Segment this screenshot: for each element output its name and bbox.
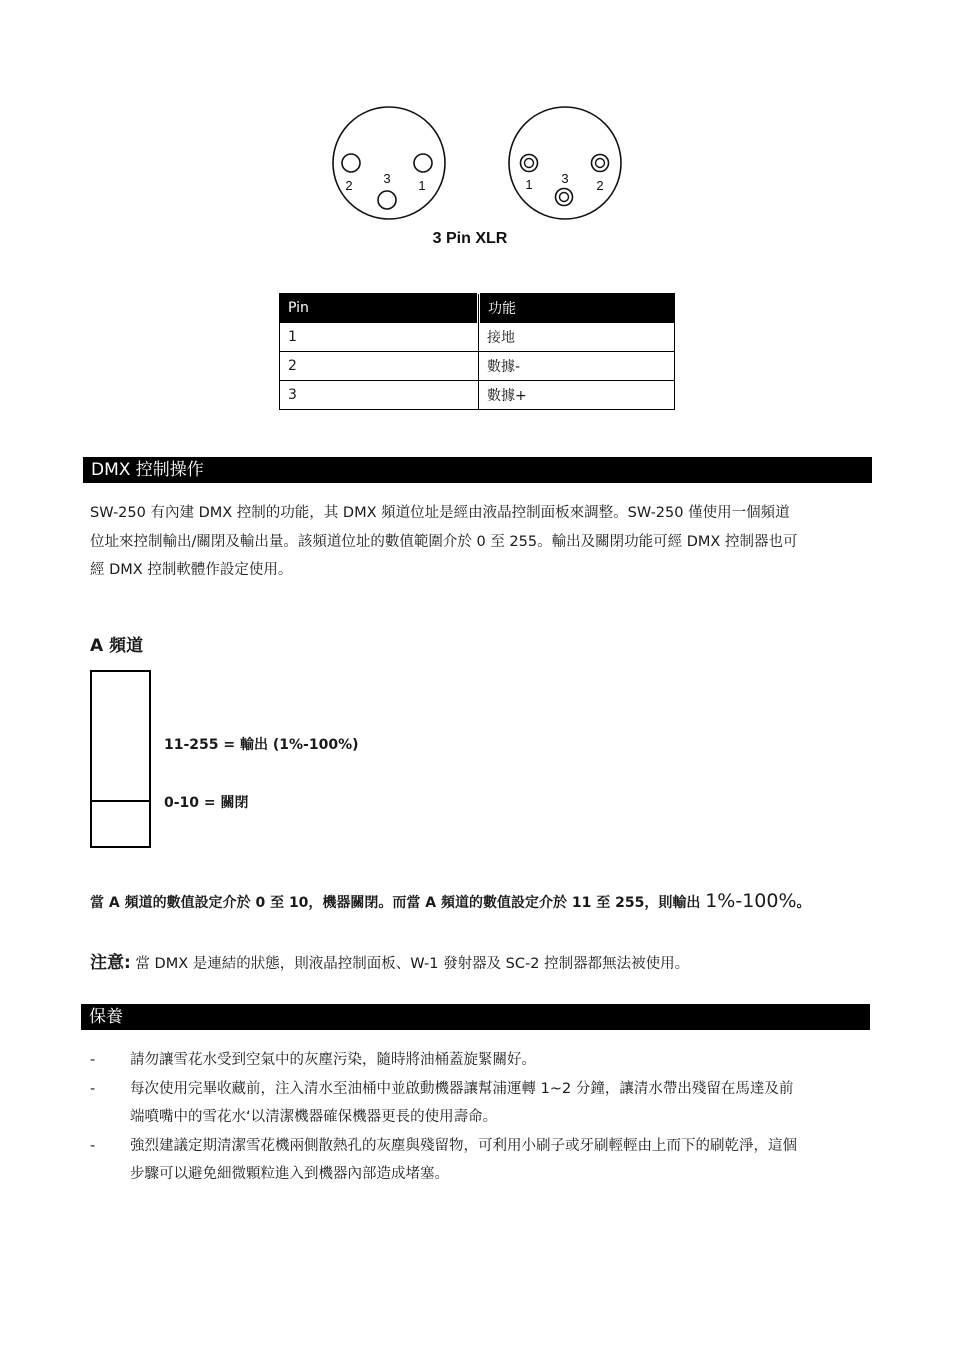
table-cell-function: 接地 — [479, 323, 675, 352]
xlr-male-pin-1-outer — [521, 155, 538, 172]
xlr-female-label-2: 2 — [345, 178, 353, 193]
table-cell-pin: 2 — [280, 352, 479, 381]
channel-range-bar — [90, 670, 151, 848]
xlr-female-pin-2 — [342, 154, 360, 172]
dmx-description-line: 經 DMX 控制軟體作設定使用。 — [90, 562, 293, 578]
list-item-line: 步驟可以避免細微顆粒進入到機器內部造成堵塞。 — [130, 1166, 449, 1182]
list-item — [90, 1046, 870, 1075]
list-item-line: 強烈建議定期清潔雪花機兩側散熱孔的灰塵與殘留物，可利用小刷子或牙刷輕輕由上而下的刷乾淨，這個 — [130, 1137, 797, 1154]
dmx-description — [90, 499, 880, 585]
dmx-description-line: SW-250 有內建 DMX 控制的功能，其 DMX 頻道位址是經由液晶控制面板來調整。SW-250 僅使用一個頻道 — [90, 505, 790, 521]
xlr-female-label-3: 3 — [383, 171, 391, 186]
bullet-dash: - — [90, 1052, 96, 1068]
table-cell-pin: 3 — [280, 381, 479, 410]
xlr-male-pin-3-outer — [556, 189, 573, 206]
bullet-dash: - — [90, 1137, 96, 1154]
xlr-male-pin-3-inner — [560, 193, 569, 202]
xlr-male-pin-2-outer — [592, 155, 609, 172]
table-row — [280, 323, 675, 352]
xlr-female-pin-3 — [378, 191, 396, 209]
xlr-male-label-2: 2 — [596, 178, 604, 193]
table-header-row — [280, 294, 675, 323]
xlr-male-label-3: 3 — [561, 171, 569, 186]
channel-range-high-label: 11-255 = 輸出 (1%-100%) — [164, 737, 359, 753]
list-item-line: 請勿讓雪花水受到空氣中的灰塵污染，隨時將油桶蓋旋緊關好。 — [130, 1052, 536, 1068]
table-row — [280, 381, 675, 410]
table-cell-pin: 1 — [280, 323, 479, 352]
xlr-connector-diagram — [330, 104, 630, 222]
list-item — [90, 1132, 870, 1189]
table-header-function: 功能 — [479, 294, 675, 323]
channel-a-heading: A 頻道 — [90, 636, 144, 656]
xlr-female-pin-1 — [414, 154, 432, 172]
xlr-male-label-1: 1 — [525, 177, 533, 192]
list-item-line: 每次使用完畢收藏前，注入清水至油桶中並啟動機器讓幫浦運轉 1~2 分鐘，讓清水帶出殘留在馬達及前 — [130, 1080, 794, 1097]
xlr-caption: 3 Pin XLR — [432, 230, 508, 247]
xlr-female-outline — [333, 107, 445, 219]
note — [90, 948, 689, 973]
table-cell-function: 數據- — [479, 352, 675, 381]
channel-summary-range: 1%-100% — [705, 890, 797, 912]
note-label: 注意: — [90, 953, 131, 973]
xlr-male-pin-2-inner — [596, 159, 605, 168]
maintenance-list — [90, 1046, 870, 1189]
table-header-pin: Pin — [280, 294, 479, 323]
channel-summary-text: 當 A 頻道的數值設定介於 0 至 10，機器關閉。而當 A 頻道的數值設定介於 11 至 255，則輸出 — [90, 895, 706, 911]
channel-range-low-label: 0-10 = 關閉 — [164, 795, 249, 811]
bullet-dash: - — [90, 1080, 96, 1097]
section-heading-dmx: DMX 控制操作 — [83, 457, 872, 483]
table-cell-function: 數據+ — [479, 381, 675, 410]
note-text: 當 DMX 是連結的狀態，則液晶控制面板、W-1 發射器及 SC-2 控制器都無法被使用。 — [130, 956, 690, 972]
pin-function-table — [279, 293, 675, 410]
xlr-male-pin-1-inner — [525, 159, 534, 168]
channel-range-divider — [92, 800, 149, 802]
table-row — [280, 352, 675, 381]
xlr-female-label-1: 1 — [418, 178, 426, 193]
channel-summary — [90, 890, 811, 912]
list-item-line: 端噴嘴中的雪花水‘以清潔機器確保機器更長的使用壽命。 — [130, 1109, 498, 1125]
channel-summary-end: 。 — [796, 895, 811, 911]
list-item — [90, 1075, 870, 1132]
section-heading-maintenance: 保養 — [81, 1004, 870, 1030]
dmx-description-line: 位址來控制輸出/關閉及輸出量。該頻道位址的數值範圍介於 0 至 255。輸出及關閉功能可經 DMX 控制器也可 — [90, 533, 798, 550]
